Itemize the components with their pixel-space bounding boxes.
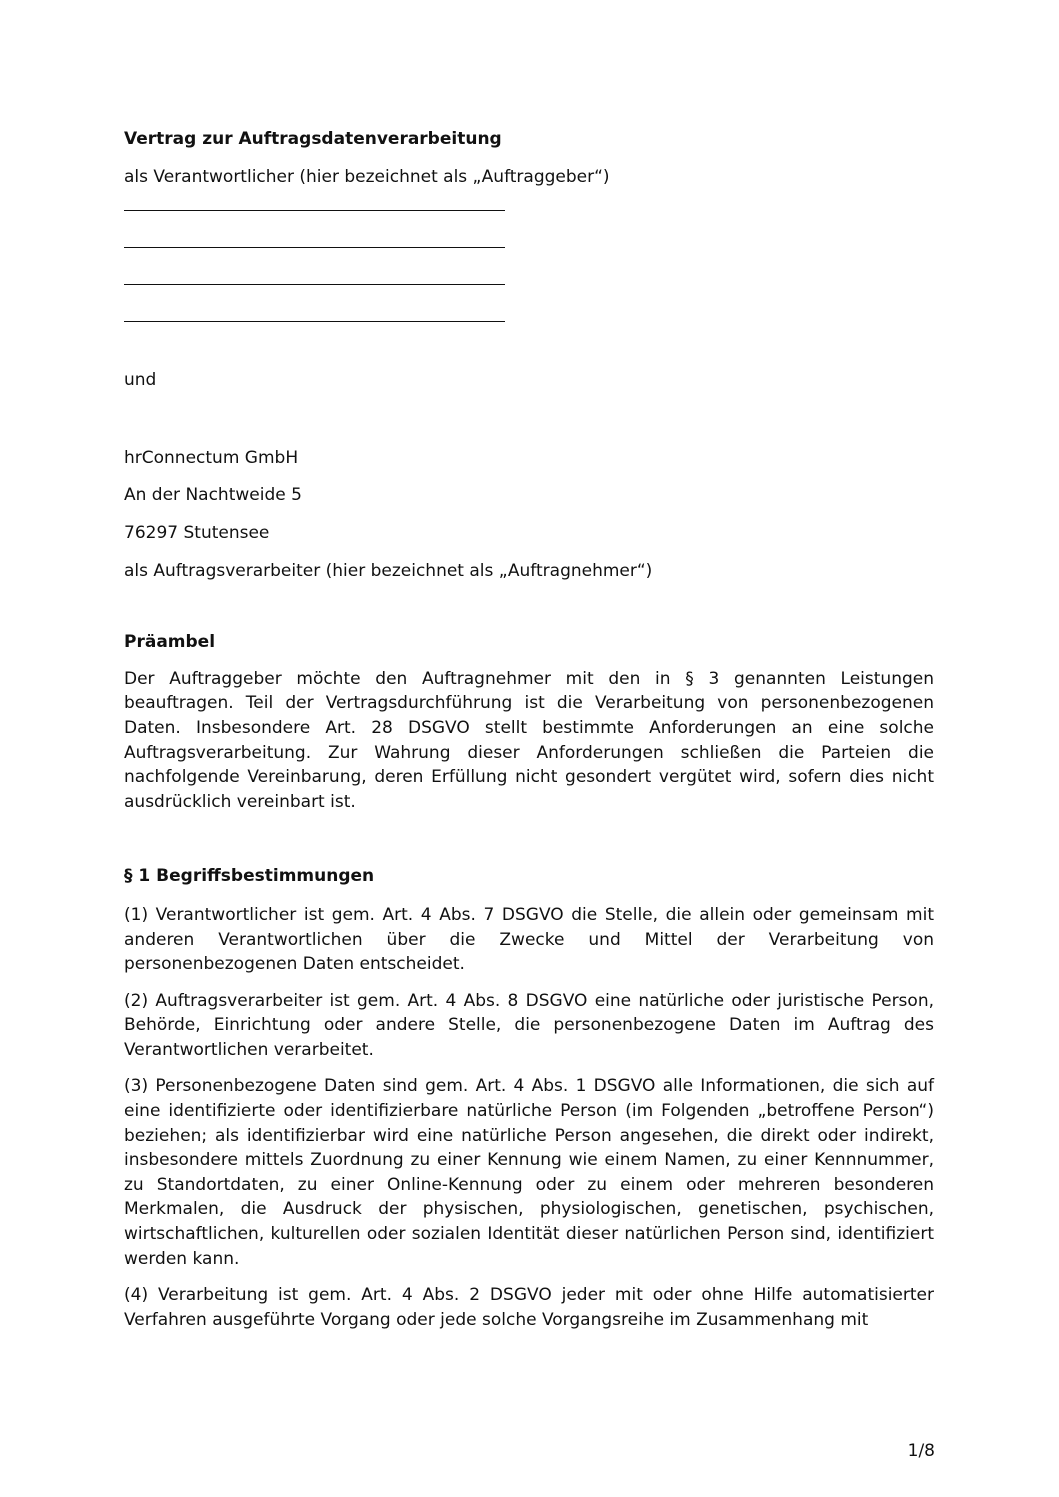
page-number: 1/8 [907,1441,935,1461]
processor-street: An der Nachtweide 5 [124,485,302,506]
controller-role-line: als Verantwortlicher (hier bezeichnet als „Auftraggeber“) [124,166,610,187]
controller-blank-line-2 [124,247,505,248]
section-1-paragraph-4: (4) Verarbeitung ist gem. Art. 4 Abs. 2 DSGVO jeder mit oder ohne Hilfe automatisierter Verfahren ausgeführte Vorgang oder jede solche Vorgangsreihe im Zusammenhang mit [124,1285,934,1330]
and-separator: und [124,370,157,391]
controller-blank-line-3 [124,284,505,285]
controller-blank-line-4 [124,321,505,322]
section-1-paragraph-3: (3) Personenbezogene Daten sind gem. Art. 4 Abs. 1 DSGVO alle Informationen, die sich auf eine identifizierte oder identifizierbare natürliche Person (im Folgenden „betroffene Person“) beziehen; als identifizierbar wird eine natürliche Person angesehen, die direkt oder indirekt, insbesondere mittels Zuordnung zu einer Kennung wie einem Namen, zu einer Kennnummer, zu Standortdaten, zu einer Online-Kennung oder zu einem oder mehreren besonderen Merkmalen, die Ausdruck der physischen, physiologischen, genetischen, psychischen, wirtschaftlichen, kulturellen oder sozialen Identität dieser natürlichen Person sind, identifiziert werden kann. [124,1076,934,1269]
document-body [124,127,934,1332]
processor-city: 76297 Stutensee [124,522,270,543]
processor-name: hrConnectum GmbH [124,447,299,468]
section-1-paragraph-1: (1) Verantwortlicher ist gem. Art. 4 Abs. 7 DSGVO die Stelle, die allein oder gemeinsam mit anderen Verantwortlichen über die Zwecke und Mittel der Verarbeitung von personenbezogenen Daten entscheidet. [124,904,934,975]
controller-blank-line-1 [124,210,505,211]
section-1-paragraph-2: (2) Auftragsverarbeiter ist gem. Art. 4 Abs. 8 DSGVO eine natürliche oder juristische Person, Behörde, Einrichtung oder andere Stelle, die personenbezogene Daten im Auftrag des Verantwortlichen verarbeitet. [124,990,934,1060]
preamble-text: Der Auftraggeber möchte den Auftragnehmer mit den in § 3 genannten Leistungen beauftragen. Teil der Vertragsdurchführung ist die Verarbeitung von personenbezogenen Daten. Insbesondere Art. 28 DSGVO stellt bestimmte Anforderungen an eine solche Auftragsverarbeitung. Zur Wahrung dieser Anforderungen schließen die Parteien die nachfolgende Vereinbarung, deren Erfüllung nicht gesondert vergütet wird, sofern dies nicht ausdrücklich vereinbart ist. [124,668,934,812]
processor-role-line: als Auftragsverarbeiter (hier bezeichnet als „Auftragnehmer“) [124,560,653,581]
preamble-heading: Präambel [124,632,216,653]
document-title: Vertrag zur Auftragsdatenverarbeitung [124,129,502,149]
section-1-heading: § 1 Begriffsbestimmungen [124,866,375,887]
